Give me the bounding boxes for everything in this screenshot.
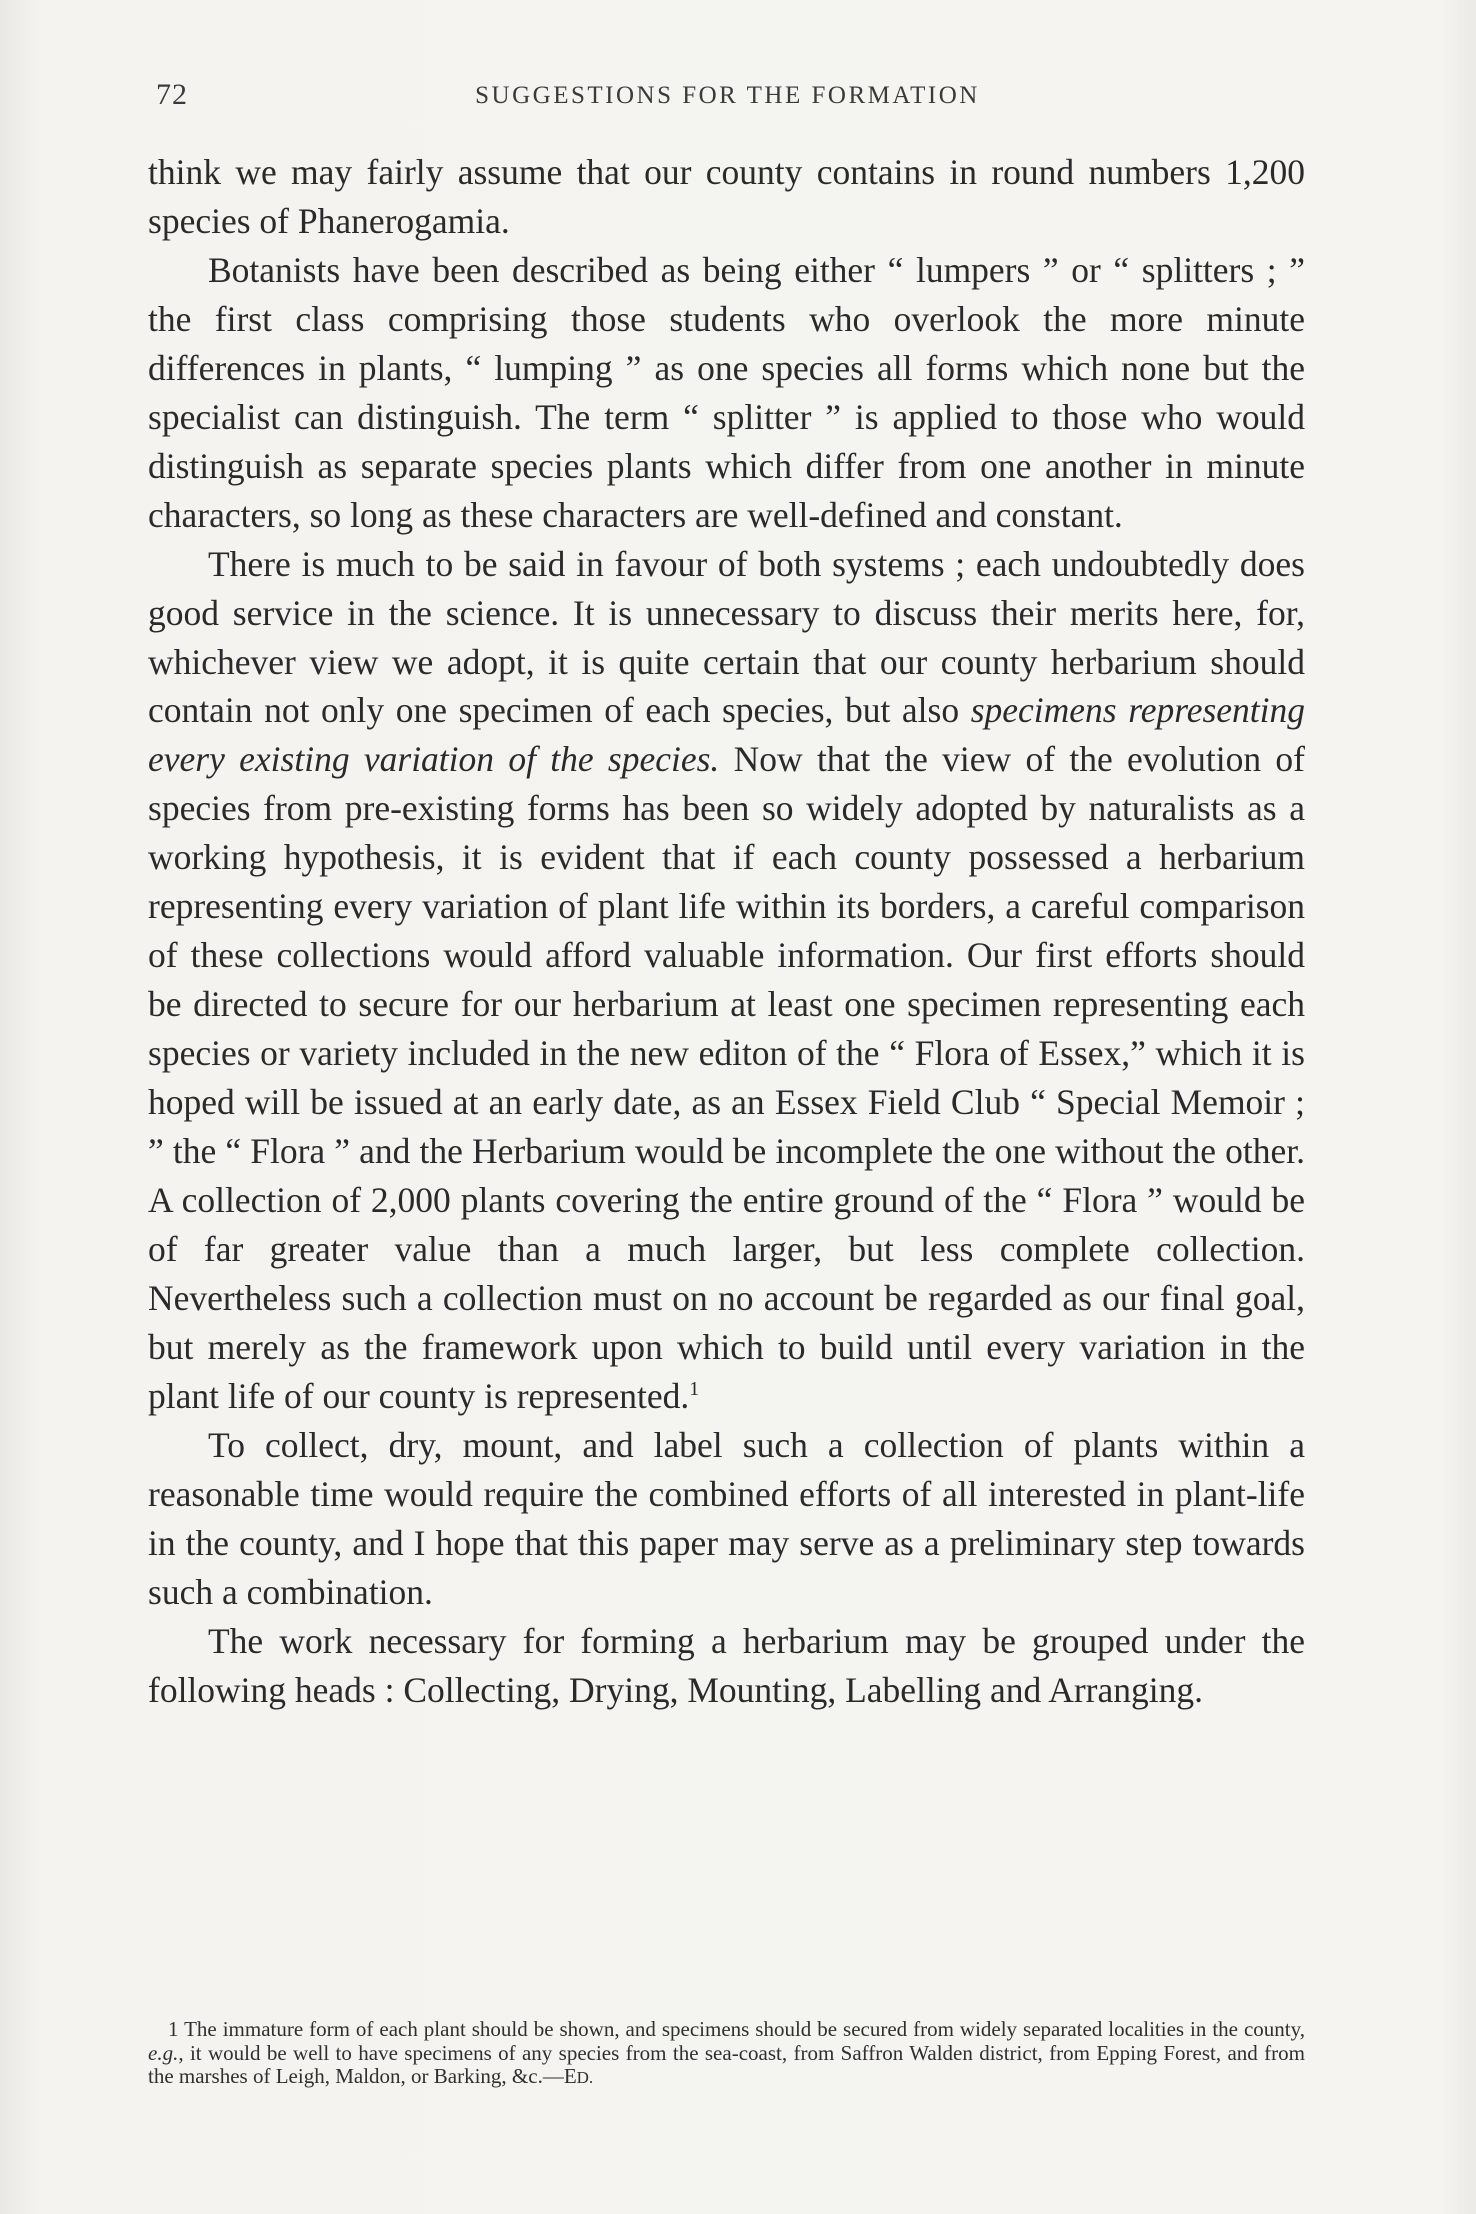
footnote-reference: 1: [689, 1378, 700, 1400]
running-head: SUGGESTIONS FOR THE FORMATION: [475, 82, 980, 109]
page-number: 72: [156, 78, 188, 111]
footnote-signature-small-caps: D.: [576, 2068, 594, 2087]
paragraph-4: To collect, dry, mount, and label such a collection of plants within a reasonable time would require the combined efforts of all interested in plant-life in the county, and I hope that this paper may serve as a preliminary step towards such a combination.: [148, 1424, 1305, 1612]
paragraph-1: think we may fairly assume that our county contains in round numbers 1,200 species of Phanerogamia.: [148, 152, 1305, 241]
body-text: [148, 148, 1305, 1715]
page-header: [150, 78, 1305, 118]
footnote-italic: e.g.: [148, 2040, 179, 2065]
paragraph-3-italic-emphasis: specimens representing every existing variation of the species.: [148, 690, 1305, 780]
paragraph-5: The work necessary for forming a herbarium may be grouped under the following heads : Collecting, Drying, Mounting, Labelling and Arranging.: [148, 1620, 1305, 1710]
footnote-text-start: The immature form of each plant should be shown, and specimens should be secured from widely separated localities in the county,: [178, 2017, 1305, 2041]
footnote-mark: 1: [168, 2017, 179, 2041]
footnote-text: [148, 2018, 1305, 2090]
footnote: [148, 2018, 1305, 2090]
paragraph-3-text-end: Now that the view of the evolution of species from pre-existing forms has been so widely adopted by naturalists as a working hypothesis, it is evident that if each county possessed a herbarium representing every variation of plant life within its borders, a careful comparison of these collections would afford valuable information. Our first efforts should be directed to secure for our herbarium at least one specimen representing each species or variety included in the new editon of the “ Flora of Essex,” which it is hoped will be issued at an early date, as an Essex Field Club “ Special Memoir ; ” the “ Flora ” and the Herbarium would be incomplete the one without the other. A collection of 2,000 plants covering the entire ground of the “ Flora ” would be of far greater value than a much larger, but less complete collection. Nevertheless such a collection must on no account be regarded as our final goal, but merely as the framework upon which to build until every variation in the plant life of our county is represented.: [148, 739, 1305, 1416]
footnote-text-end: , it would be well to have specimens of any species from the sea-coast, from Saffron Walden district, from Epping Forest, and from the marshes of Leigh, Maldon, or Barking, &c.—E: [148, 2040, 1305, 2088]
paragraph-2: Botanists have been described as being either “ lumpers ” or “ splitters ; ” the first class comprising those students who overlook the more minute differences in plants, “ lumping ” as one species all forms which none but the specialist can distinguish. The term “ splitter ” is applied to those who would distinguish as separate species plants which differ from one another in minute characters, so long as these characters are well-defined and constant.: [148, 249, 1305, 535]
paragraph-3-text-start: There is much to be said in favour of both systems ; each undoubtedly does good service in the science. It is unnecessary to discuss their merits here, for, whichever view we adopt, it is quite certain that our county herbarium should contain not only one specimen of each species, but also: [148, 543, 1305, 731]
paragraph-3: [148, 540, 1305, 1421]
